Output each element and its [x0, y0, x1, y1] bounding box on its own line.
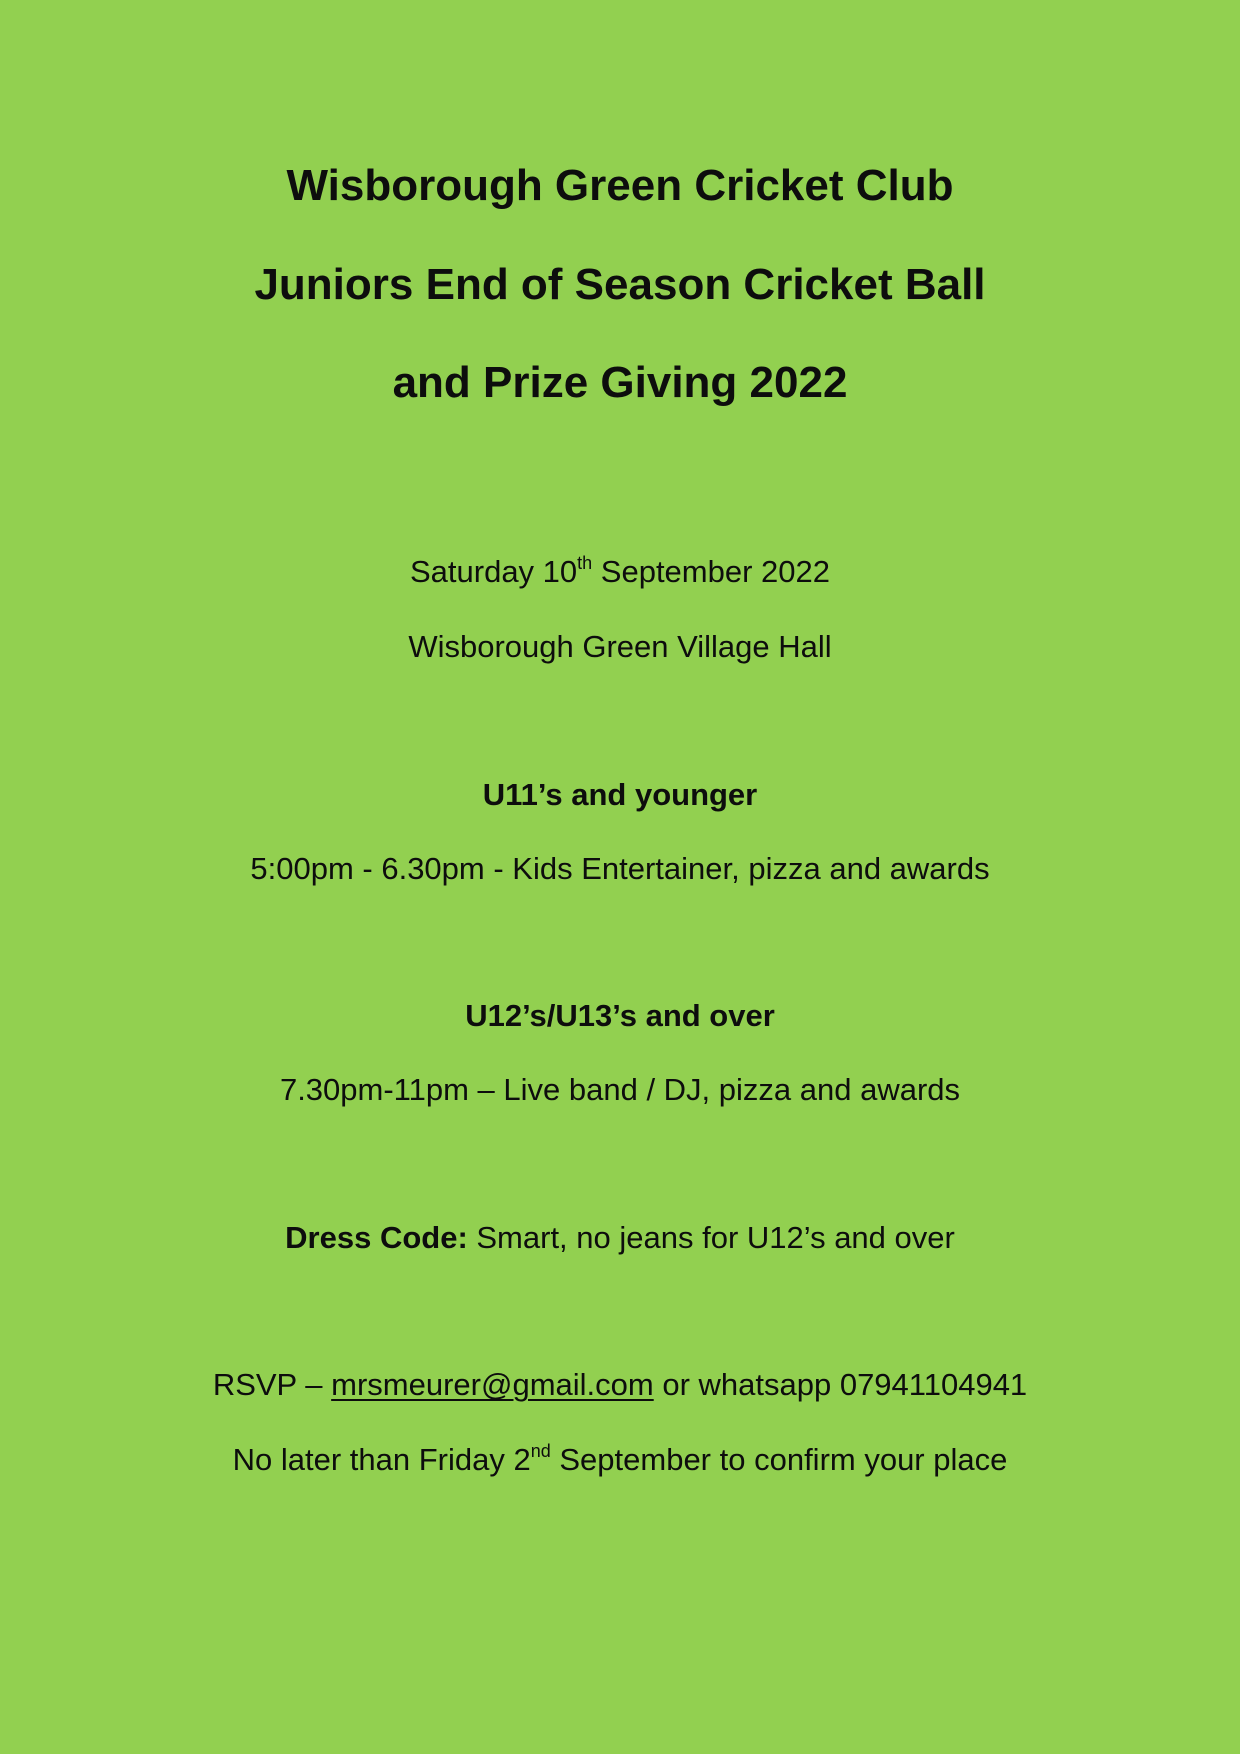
- rsvp-deadline-prefix: No later than Friday 2: [232, 1442, 531, 1477]
- event-date: [0, 552, 1240, 592]
- group-details-u11: 5:00pm - 6.30pm - Kids Entertainer, pizza and awards: [250, 851, 990, 886]
- event-date-prefix: Saturday 10: [409, 554, 578, 589]
- group-details-u12-u13: 7.30pm-11pm – Live band / DJ, pizza and awards: [279, 1072, 961, 1107]
- dress-code-text: Smart, no jeans for U12’s and over: [467, 1220, 955, 1255]
- rsvp-prefix: RSVP –: [212, 1367, 332, 1402]
- rsvp-line: [0, 1365, 1240, 1405]
- event-date-rest: September 2022: [592, 554, 830, 589]
- title-line-1: Wisborough Green Cricket Club: [286, 161, 954, 210]
- title-line-2: Juniors End of Season Cricket Ball: [254, 260, 986, 309]
- rsvp-suffix: or whatsapp 07941104941: [653, 1367, 1028, 1402]
- group-heading-u12-u13: U12’s/U13’s and over: [465, 998, 775, 1033]
- event-date-ordinal: th: [577, 552, 593, 573]
- event-venue: Wisborough Green Village Hall: [408, 629, 832, 664]
- rsvp-deadline-rest: September to confirm your place: [550, 1442, 1008, 1477]
- title-line-3: and Prize Giving 2022: [392, 358, 848, 407]
- dress-code-label: Dress Code:: [285, 1220, 468, 1255]
- group-heading-u11: U11’s and younger: [482, 777, 758, 812]
- rsvp-deadline: [0, 1440, 1240, 1480]
- dress-code: [0, 1218, 1240, 1258]
- rsvp-email-link[interactable]: mrsmeurer@gmail.com: [331, 1367, 654, 1402]
- rsvp-deadline-ordinal: nd: [530, 1440, 551, 1461]
